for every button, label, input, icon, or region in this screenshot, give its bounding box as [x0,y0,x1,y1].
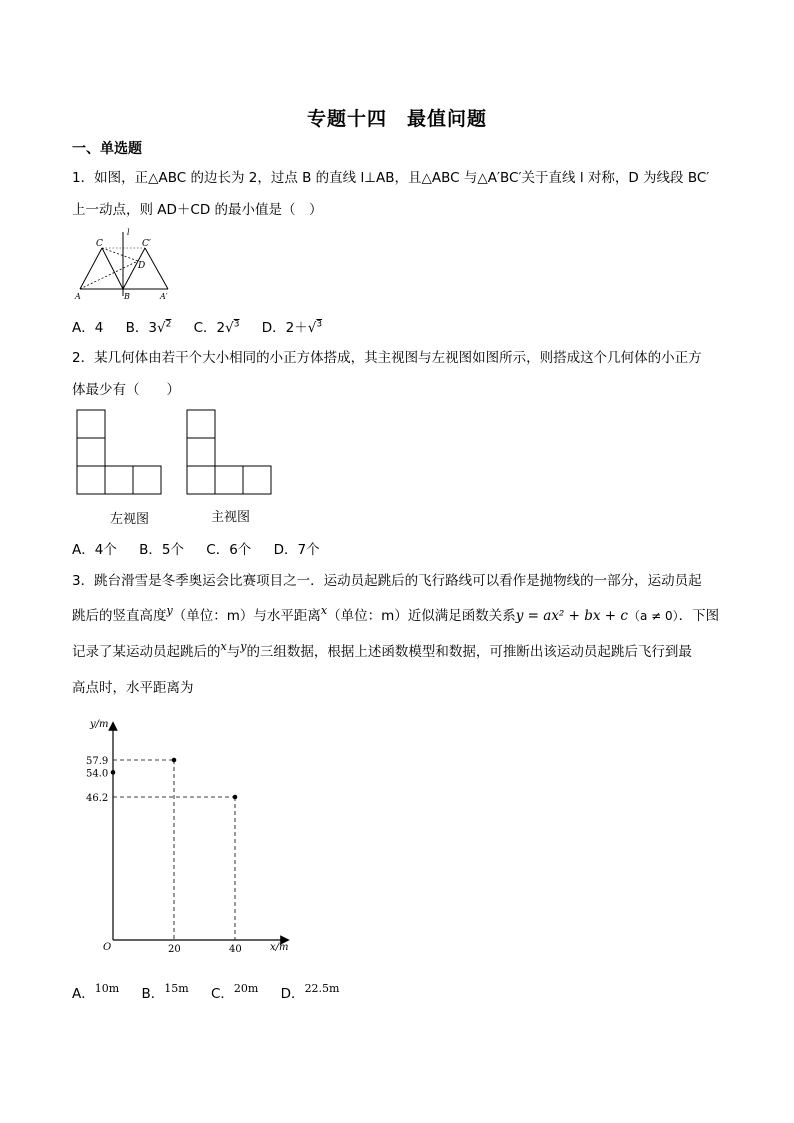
y-tick-label: 57.9 [86,756,109,767]
front-view-label: 主视图 [211,510,251,525]
q1-figure [72,226,172,302]
q3-option-c[interactable]: C．$^{20m}$ [210,982,259,1002]
formula-condition: （a ≠ 0） [627,609,679,623]
q1-options [72,316,340,336]
q1-option-c[interactable]: C．2√$^3$ [193,319,240,336]
q3-text-line2: 跳后的竖直高度$^y$（单位：m）与水平距离$^x$（单位：m）近似满足函数关系y = ax² + bx + c（a ≠ 0）．下图 [72,604,720,624]
x-axis-label: x/m [270,942,289,953]
origin-label: O [103,942,112,953]
data-point [233,795,238,800]
label-d: D [138,261,146,271]
q3-option-d[interactable]: D．$^{22.5m}$ [280,982,340,1002]
q2-options [72,538,338,558]
q3-chart [80,712,300,957]
q1-option-b[interactable]: B．3√$^2$ [125,319,172,336]
label-l: l [127,228,130,237]
y-tick-label: 46.2 [86,793,109,804]
q2-option-d[interactable]: D．7个 [273,542,320,558]
var-x: x [320,604,328,617]
q1-text-line1: 1．如图，正△ABC 的边长为 2，过点 B 的直线 l⊥AB，且△ABC 与△A′BC′关于直线 l 对称，D 为线段 BC′ [72,170,710,186]
label-b: B [124,292,130,301]
label-a: A [75,292,81,301]
q1-text-line2: 上一动点，则 AD＋CD 的最小值是（ ） [72,202,323,218]
x-tick-label: 20 [168,944,181,955]
q1-option-d[interactable]: D．2＋√$^3$ [261,319,323,336]
q3-option-b[interactable]: B．$^{15m}$ [141,982,189,1002]
q3-text-line4: 高点时，水平距离为 [72,680,194,696]
data-point [111,770,116,775]
q2-text-line2: 体最少有（ ） [72,382,180,398]
label-c-prime: C′ [142,239,151,249]
left-view-figure [76,409,164,495]
label-a-prime: A′ [160,292,168,301]
data-point [172,758,177,763]
q3-text-line3: 记录了某运动员起跳后的$^x$与$^y$的三组数据，根据上述函数模型和数据，可推断出该运动员起跳后飞行到最 [72,640,692,660]
dashed-ad [80,261,138,289]
q3-option-a[interactable]: A．$^{10m}$ [72,982,120,1002]
q2-option-b[interactable]: B．5个 [139,542,184,558]
page-title: 专题十四 最值问题 [306,108,487,130]
section-heading: 一、单选题 [72,141,142,157]
q2-option-a[interactable]: A．4个 [72,542,117,558]
y-axis-label: y/m [90,719,109,730]
q2-text-line1: 2．某几何体由若干个大小相同的小正方体搭成，其主视图与左视图如图所示，则搭成这个几何体的小正方 [72,350,702,366]
front-view-figure [186,409,274,495]
y-tick-label: 54.0 [86,768,109,780]
q1-option-a[interactable]: A．4 [72,320,104,336]
q2-option-c[interactable]: C．6个 [206,542,252,558]
q3-options [72,982,358,1002]
label-c: C [96,239,103,249]
x-tick-label: 40 [229,944,242,955]
q3-text-line1: 3．跳台滑雪是冬季奥运会比赛项目之一．运动员起跳后的飞行路线可以看作是抛物线的一部分，运动员起 [72,573,702,589]
var-y: y [166,604,173,617]
left-view-label: 左视图 [110,512,150,527]
formula: y = ax² + bx + c [515,608,628,624]
